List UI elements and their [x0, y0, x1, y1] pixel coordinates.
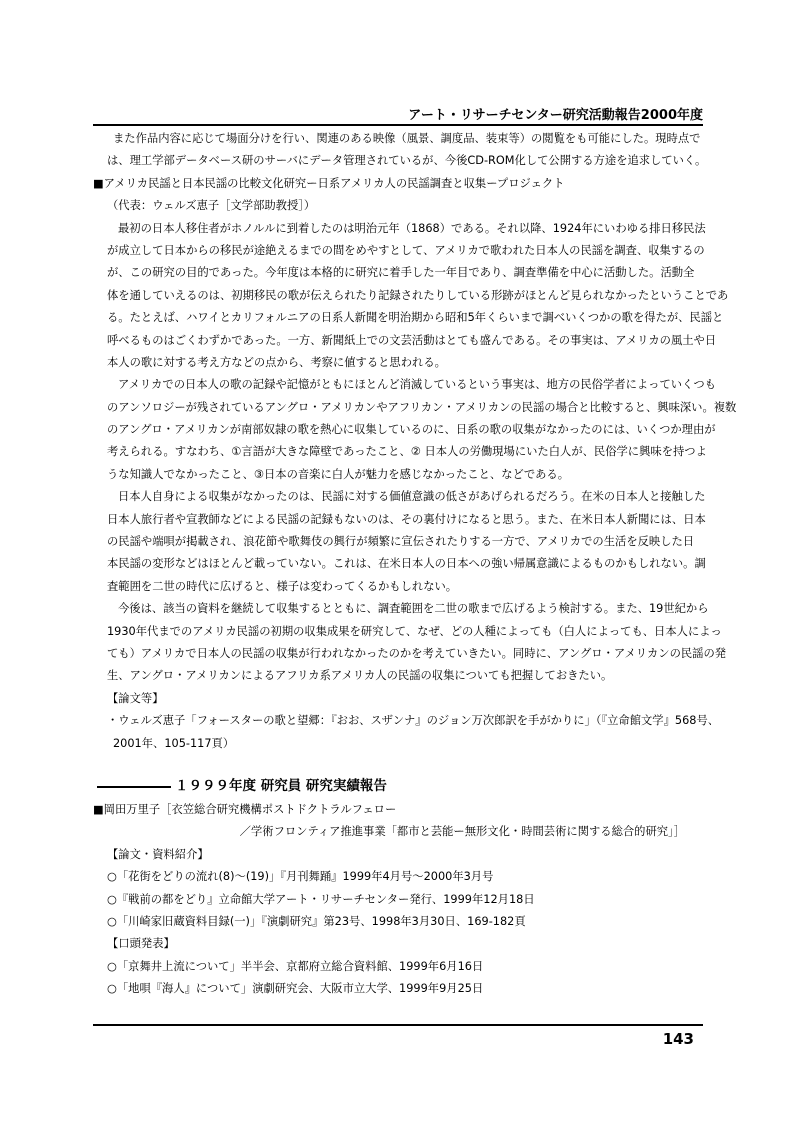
paragraph-line: 考えられる。すなわち、①言語が大きな障壁であったこと、② 日本人の労働現場にいた白人が、民俗学に興味を持つよ	[107, 445, 707, 459]
presentation-entry: ○「地唄『海人』について」演劇研究会、大阪市立大学、1999年9月25日	[107, 982, 484, 996]
researcher-affiliation: ／学術フロンティア推進事業「都市と芸能ー無形文化・時間芸術に関する総合的研究」］	[239, 825, 685, 839]
paragraph-line: る。たとえば、ハワイとカリフォルニアの日系人新聞を明治期から昭和5年くらいまで調べいくつかの歌を得たが、民謡と	[107, 311, 724, 325]
paper-entry: ○『戦前の都をどり』立命館大学アート・リサーチセンター発行、1999年12月18日	[107, 892, 535, 906]
paragraph-line: また作品内容に応じて場面分けを行い、関連のある映像（風景、調度品、装束等）の閲覧をも可能にした。現時点で	[113, 132, 701, 145]
footer-rule	[93, 1024, 703, 1026]
page-number: 143	[662, 1030, 694, 1048]
paragraph-line: 1930年代までのアメリカ民謡の初期の収集成果を研究して、なぜ、どの人種によっても（白人によっても、日本人によっ	[107, 624, 722, 638]
paragraph-line: 査範囲を二世の時代に広げると、様子は変わってくるかもしれない。	[107, 579, 458, 593]
paragraph-line: 呼べるものはごくわずかであった。一方、新聞紙上での文芸活動はとても盛んである。その事実は、アメリカの風土や日	[107, 333, 717, 347]
presentations-heading: 【口頭発表】	[107, 937, 175, 951]
presentation-entry: ○「京舞井上流について」半半会、京都府立総合資料館、1999年6月16日	[107, 959, 484, 973]
paragraph-line: 体を通していえるのは、初期移民の歌が伝えられたり記録されたりしている形跡がほとんど見られなかったということであ	[107, 288, 729, 302]
project-heading: ■アメリカ民謡と日本民謡の比較文化研究ー日系アメリカ人の民謡調査と収集ープロジェクト	[93, 176, 565, 190]
papers-heading: 【論文・資料紹介】	[107, 847, 209, 861]
paragraph-line: アメリカでの日本人の歌の記録や記憶がともにほとんど消滅しているという事実は、地方の民俗学者によっていくつも	[118, 378, 716, 392]
paper-entry: ○「花街をどりの流れ(8)～(19)」『月刊舞踊』1999年4月号～2000年3月号	[107, 870, 494, 884]
paragraph-line: のアングロ・アメリカンが南部奴隷の歌を熱心に収集しているのに、日系の歌の収集がなかったのには、いくつか理由が	[107, 423, 716, 437]
paragraph-line: 生、アングロ・アメリカンによるアフリカ系アメリカ人の民謡の収集についても把握しておきたい。	[107, 669, 613, 683]
paragraph-line: 今後は、該当の資料を継続して収集するとともに、調査範囲を二世の歌まで広げるよう検討する。また、19世紀から	[118, 602, 709, 616]
publication-entry-cont: 2001年、105-117頁）	[113, 736, 235, 750]
project-representative: （代表：ウェルズ恵子［文学部助教授］）	[107, 199, 316, 213]
paragraph-line: 本人の歌に対する考え方などの点から、考察に値すると思われる。	[107, 355, 446, 369]
paragraph-line: の民謡や端唄が掲載され、浪花節や歌舞伎の興行が頻繁に宣伝されたりする一方で、アメリカでの生活を反映した日	[107, 535, 695, 549]
paragraph-line: が成立して日本からの移民が途絶えるまでの間をめやすとして、アメリカで歌われた日本人の民謡を調査、収集するの	[107, 243, 705, 257]
publications-heading: 【論文等】	[107, 691, 164, 705]
section-heading	[93, 773, 713, 799]
paragraph-line: 本民謡の変形などはほとんど載っていない。これは、在米日本人の日本への強い帰属意識によるものかもしれない。調	[107, 557, 706, 571]
paragraph-line: 日本人旅行者や宣教師などによる民謡の記録もないのは、その裏付けになると思う。また、在米日本人新聞には、日本	[107, 512, 706, 526]
researcher-name: ■岡田万里子［衣笠総合研究機構ポストドクトラルフェロー	[93, 802, 397, 816]
header-title: アート・リサーチセンター研究活動報告2000年度	[408, 108, 703, 123]
paragraph-line: は、理工学部データベース研のサーバにデータ管理されているが、今後CD-ROM化して公開する方途を追求していく。	[107, 154, 707, 168]
paragraph-line: が、この研究の目的であった。今年度は本格的に研究に着手した一年目であり、調査準備を中心に活動した。活動全	[107, 266, 695, 280]
paragraph-line: ても）アメリカで日本人の民謡の収集が行われなかったのかを考えていきたい。同時に、アングロ・アメリカンの民謡の発	[107, 646, 727, 660]
running-header	[93, 104, 703, 126]
paragraph-line: 日本人自身による収集がなかったのは、民謡に対する価値意識の低さがあげられるだろう。在米の日本人と接触した	[118, 490, 706, 504]
paragraph-line: 最初の日本人移住者がホノルルに到着したのは明治元年（1868）である。それ以降、1924年にいわゆる排日移民法	[118, 221, 706, 235]
publication-entry: ・ウェルズ恵子「フォースターの歌と望郷：『おお、スザンナ』のジョン万次郎訳を手がかりに」（『立命館文学』568号、	[107, 714, 720, 728]
paper-entry: ○「川崎家旧蔵資料目録(一)」『演劇研究』第23号、1998年3月30日、169-182頁	[107, 914, 526, 928]
section-title: １９９９年度 研究員 研究実績報告	[175, 777, 387, 794]
page-body	[93, 128, 737, 1000]
paragraph-line: うな知識人でなかったこと、③日本の音楽に白人が魅力を感じなかったこと、などである。	[107, 467, 570, 481]
spacer	[93, 755, 713, 773]
paragraph-line: のアンソロジーが残されているアングロ・アメリカンやアフリカン・アメリカンの民謡の場合と比較すると、興味深い。複数	[107, 400, 737, 414]
section-rule	[97, 786, 171, 788]
